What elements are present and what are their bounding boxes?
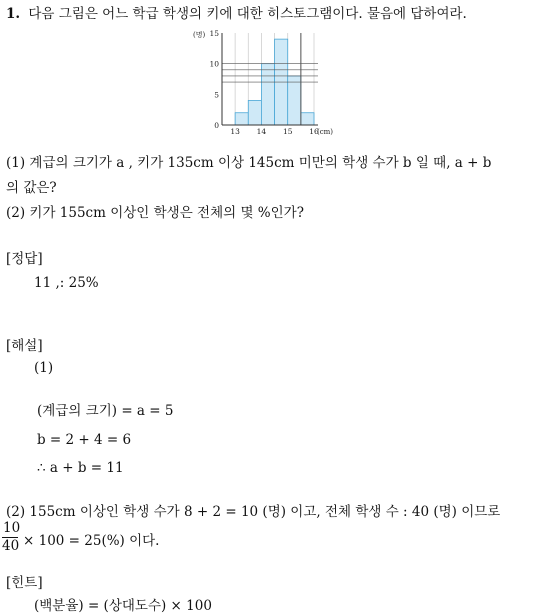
x-tick-label: 15 [282,127,293,136]
x-tick-label: 13 [230,127,240,136]
y-tick-label: 15 [209,29,219,38]
explanation-part1-label: (1) [34,360,54,376]
explanation-step3: ∴ a + b = 11 [37,460,124,476]
x-tick-label: 14 [256,127,267,136]
problem-number: 1. [6,6,21,22]
answer-header: [정답] [6,251,43,267]
histogram-bar [235,113,248,125]
y-tick-label: 10 [209,59,219,69]
fraction-numerator: 10 [3,520,21,536]
fraction-denominator: 40 [2,537,20,554]
question-2: (2) 키가 155cm 이상인 학생은 전체의 몇 %인가? [6,205,304,221]
question-1-continued: 의 값은? [6,180,57,196]
y-unit-label: (명) [193,31,206,39]
hint-header: [힌트] [6,575,43,591]
y-tick-label: 5 [214,90,219,100]
question-1: (1) 계급의 크기가 a , 키가 135cm 이상 145cm 미만의 학생 수가 b 일 때, a + b [6,155,492,171]
explanation-fraction [2,520,21,554]
explanation-step1: (계급의 크기) = a = 5 [37,403,174,419]
histogram-bar [261,64,274,125]
explanation-header: [해설] [6,338,43,354]
explanation-part2-line1: (2) 155cm 이상인 학생 수가 8 + 2 = 10 (명) 이고, 전체 학생 수 : 40 (명) 이므로 [6,504,501,520]
histogram-bar [288,76,301,125]
histogram-bar [301,113,314,125]
problem [6,8,467,22]
x-unit-label: (cm) [317,128,334,136]
hint-formula: (백분율) = (상대도수) × 100 [34,598,212,614]
y-tick-label: 0 [214,121,219,130]
histogram-chart [190,27,350,139]
explanation-part2-line2: × 100 = 25(%) 이다. [23,533,160,549]
explanation-step2: b = 2 + 4 = 6 [37,432,132,448]
histogram-bar [248,100,261,125]
answer-text: 11 ,: 25% [34,275,99,291]
problem-text: 다음 그림은 어느 학급 학생의 키에 대한 히스토그램이다. 물음에 답하여라. [28,6,467,22]
x-tick-label: 16 [309,127,319,136]
